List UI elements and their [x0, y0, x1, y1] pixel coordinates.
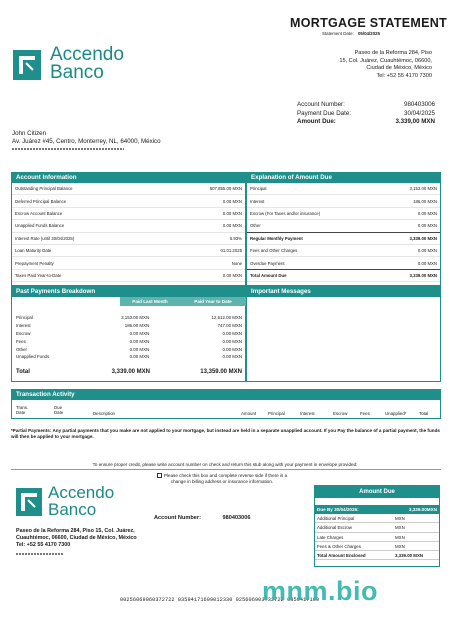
stub-row-label: Additional Principal [317, 516, 355, 521]
row-value: 0.00 MXN [417, 210, 437, 216]
account-information-rows [12, 183, 245, 282]
col-paid-last-month: Paid Last Month [132, 299, 168, 304]
row-value: 0.00 MXN [417, 248, 437, 254]
stub-row [315, 533, 439, 542]
table-cell: Principal [16, 315, 33, 321]
stub-row-label: Total Amount Enclosed [317, 553, 366, 559]
stub-row-label: Late Charges [317, 534, 344, 540]
table-cell: 186.00 MXN [124, 323, 150, 329]
stub-row-value[interactable]: MXN [395, 534, 405, 540]
stub-instruction: To ensure proper credit, please write account number on check and return this stub along with your payment in envelope provided: [92, 462, 358, 467]
past-payments-panel [11, 286, 246, 382]
table-cell: 3,153.00 MXN [121, 315, 150, 321]
stub-row-value[interactable]: 3,339.00 MXN [395, 553, 424, 559]
info-row [12, 245, 245, 257]
row-label: Interest Rate (until 30/04/2025) [15, 235, 75, 241]
table-cell: 0.00 MXN [129, 338, 150, 344]
row-label: Unapplied Funds Balance [15, 223, 65, 229]
table-cell: Escrow [16, 330, 31, 336]
bank-address: Paseo de la Reforma 284, Piso 15, Col. Juárez, Cuauhtémoc, 06600, Ciudad de México, México Tel: +52 55 4170 7300 [339, 50, 432, 79]
table-cell: Interest [16, 323, 31, 329]
table-cell: 747.00 MXN [217, 323, 242, 329]
table-cell: 0.00 MXN [222, 346, 242, 352]
barcode-scribble [16, 553, 64, 555]
watermark: mnm.bio [262, 576, 378, 606]
table-cell: 0.00 MXN [222, 338, 242, 344]
past-payments-total: Total 3,339.00 MXN 13,359.00 MXN [16, 369, 242, 375]
table-cell: 0.00 MXN [129, 330, 150, 336]
stub-amount-rows [315, 514, 439, 560]
stub-row-label: Additional Escrow [317, 525, 352, 531]
info-row [12, 183, 245, 195]
info-row [247, 195, 440, 207]
row-label: Escrow (For Taxes and/or insurance) [250, 210, 321, 216]
info-row [247, 257, 440, 269]
info-row [247, 220, 440, 232]
explanation-rows [247, 183, 440, 282]
customer-address: John Citizen Av. Juárez #45, Centro, Monterrey, NL, 64000, México [12, 130, 161, 150]
barcode-scribble [12, 148, 124, 150]
row-value: 3,339.00 MXN [409, 235, 437, 241]
info-row [12, 270, 245, 282]
stub-row-label: Fees & Other Charges [317, 543, 361, 549]
stub-row [315, 542, 439, 551]
row-label: Prepayment Penalty [15, 260, 54, 266]
table-cell: Other [16, 346, 27, 352]
important-messages-header: Important Messages [247, 287, 440, 297]
bank-logo [13, 50, 41, 80]
change-box-note: Please check this box and complete reverse side if there is a change in billing address or insurance information. [152, 473, 292, 485]
row-label: Principal [250, 186, 267, 192]
row-label: Other [250, 223, 261, 229]
stub-row-value[interactable]: MXN [395, 543, 405, 549]
row-label: Regular Monthly Payment [250, 235, 303, 241]
stub-row-value[interactable]: MXN [395, 525, 405, 531]
logo-mark-icon [13, 50, 41, 80]
stub-bank-logo [16, 488, 42, 516]
table-cell: 0.00 MXN [222, 354, 242, 360]
row-value: 0.00 MXN [222, 223, 242, 229]
partial-payments-note: *Partial Payments: Any partial payments that you make are not applied to your mortgage, but instead are held in a separate unapplied account. If you Pay the balance of a partial payment, the funds will then be applied to your mortgage. [11, 428, 440, 439]
table-row [14, 322, 244, 330]
stub-row [315, 551, 439, 560]
info-row [247, 183, 440, 195]
row-label: Deferred Principal Balance [15, 198, 67, 204]
table-cell: 12,612.00 MXN [211, 315, 242, 321]
info-row [12, 208, 245, 220]
row-label: Interest [250, 198, 265, 204]
info-row [12, 220, 245, 232]
past-payments-header: Past Payments Breakdown [12, 287, 245, 297]
bank-name: Accendo Banco [50, 44, 124, 83]
table-row [14, 314, 244, 322]
explanation-header: Explanation of Amount Due [247, 173, 440, 183]
row-value: 5.93% [229, 235, 242, 241]
micr-line: 00256069060372722 03594171609012330 025606903732722 0359417160 [120, 597, 320, 603]
info-row [247, 233, 440, 245]
row-value: 0.00 MXN [417, 223, 437, 229]
table-row [14, 337, 244, 345]
row-label: Overdue Payment [250, 260, 285, 266]
row-label: Taxes Paid Year-to-Date [15, 272, 62, 278]
table-row [14, 345, 244, 353]
table-cell: 0.00 MXN [129, 346, 150, 352]
row-value: 186.00 MXN [413, 198, 437, 204]
info-row [12, 233, 245, 245]
transaction-headers: Trans. Date Due Date Description Amount Principal Interest Escrow Fees Unapplied* Total [16, 405, 429, 416]
table-cell: Fees [16, 338, 26, 344]
row-label: Loan Maturity Date [15, 248, 52, 254]
table-row [14, 353, 244, 361]
stub-divider [11, 469, 441, 470]
row-value: 01.01.2025 [220, 248, 242, 254]
info-row [12, 195, 245, 207]
row-value: 507,855.00 MXN [209, 186, 242, 192]
table-cell: 0.00 MXN [222, 330, 242, 336]
logo-mark-icon [16, 488, 42, 516]
past-payments-table [14, 314, 244, 361]
statement-title: MORTGAGE STATEMENT [290, 16, 448, 30]
transaction-activity-header: Transaction Activity [12, 390, 440, 400]
statement-date: Statement Date: 05/04/2025 [322, 31, 380, 36]
account-summary: Account Number: 980403006 Payment Due Date: 30/04/2025 Amount Due: 3.339,00 MXN [297, 101, 435, 126]
info-row [247, 208, 440, 220]
account-information-panel [11, 172, 246, 286]
stub-row-value[interactable]: MXN [395, 516, 405, 521]
stub-row [315, 514, 439, 523]
stub-account-number: Account Number: 980403006 [154, 515, 251, 521]
row-value: None [231, 260, 242, 266]
row-label: Escrow Account Balance [15, 210, 63, 216]
row-value: 0.00 MXN [222, 210, 242, 216]
stub-bank-name: Accendo Banco [48, 483, 115, 519]
account-information-header: Account Information [12, 173, 245, 183]
info-row [247, 245, 440, 257]
row-value: 0.00 MXN [222, 272, 242, 278]
row-label: Outstanding Principal Balance [15, 186, 73, 192]
row-value: 3,153.00 MXN [409, 186, 437, 192]
row-label: Fees and Other Charges [250, 248, 298, 254]
col-paid-ytd: Paid Year to Date [194, 299, 232, 304]
row-value: 0.00 MXN [417, 260, 437, 266]
table-cell: Unapplied Funds [16, 354, 50, 360]
table-row [14, 330, 244, 338]
stub-due-by-row: Due By 30/04/2025: 3,339.00MXN [317, 507, 437, 512]
stub-amount-due-header: Amount Due [315, 486, 439, 498]
row-label: Total Amount Due [250, 272, 287, 278]
stub-row [315, 523, 439, 532]
stub-address: Paseo de la Reforma 284, Piso 15, Col. Juárez, Cuauhtémoc, 06600, Ciudad de México, México Tel: +52 55 4170 7300 [16, 528, 137, 555]
table-cell: 0.00 MXN [129, 354, 150, 360]
stub-amount-due-panel [314, 485, 440, 567]
explanation-panel [246, 172, 441, 286]
info-row [247, 270, 440, 282]
row-value: 0.00 MXN [222, 198, 242, 204]
info-row [12, 257, 245, 269]
row-value: 3,339.00 MXN [409, 272, 437, 278]
important-messages-panel [246, 286, 441, 382]
address-change-checkbox[interactable] [157, 473, 162, 478]
transaction-activity-panel [11, 389, 441, 419]
